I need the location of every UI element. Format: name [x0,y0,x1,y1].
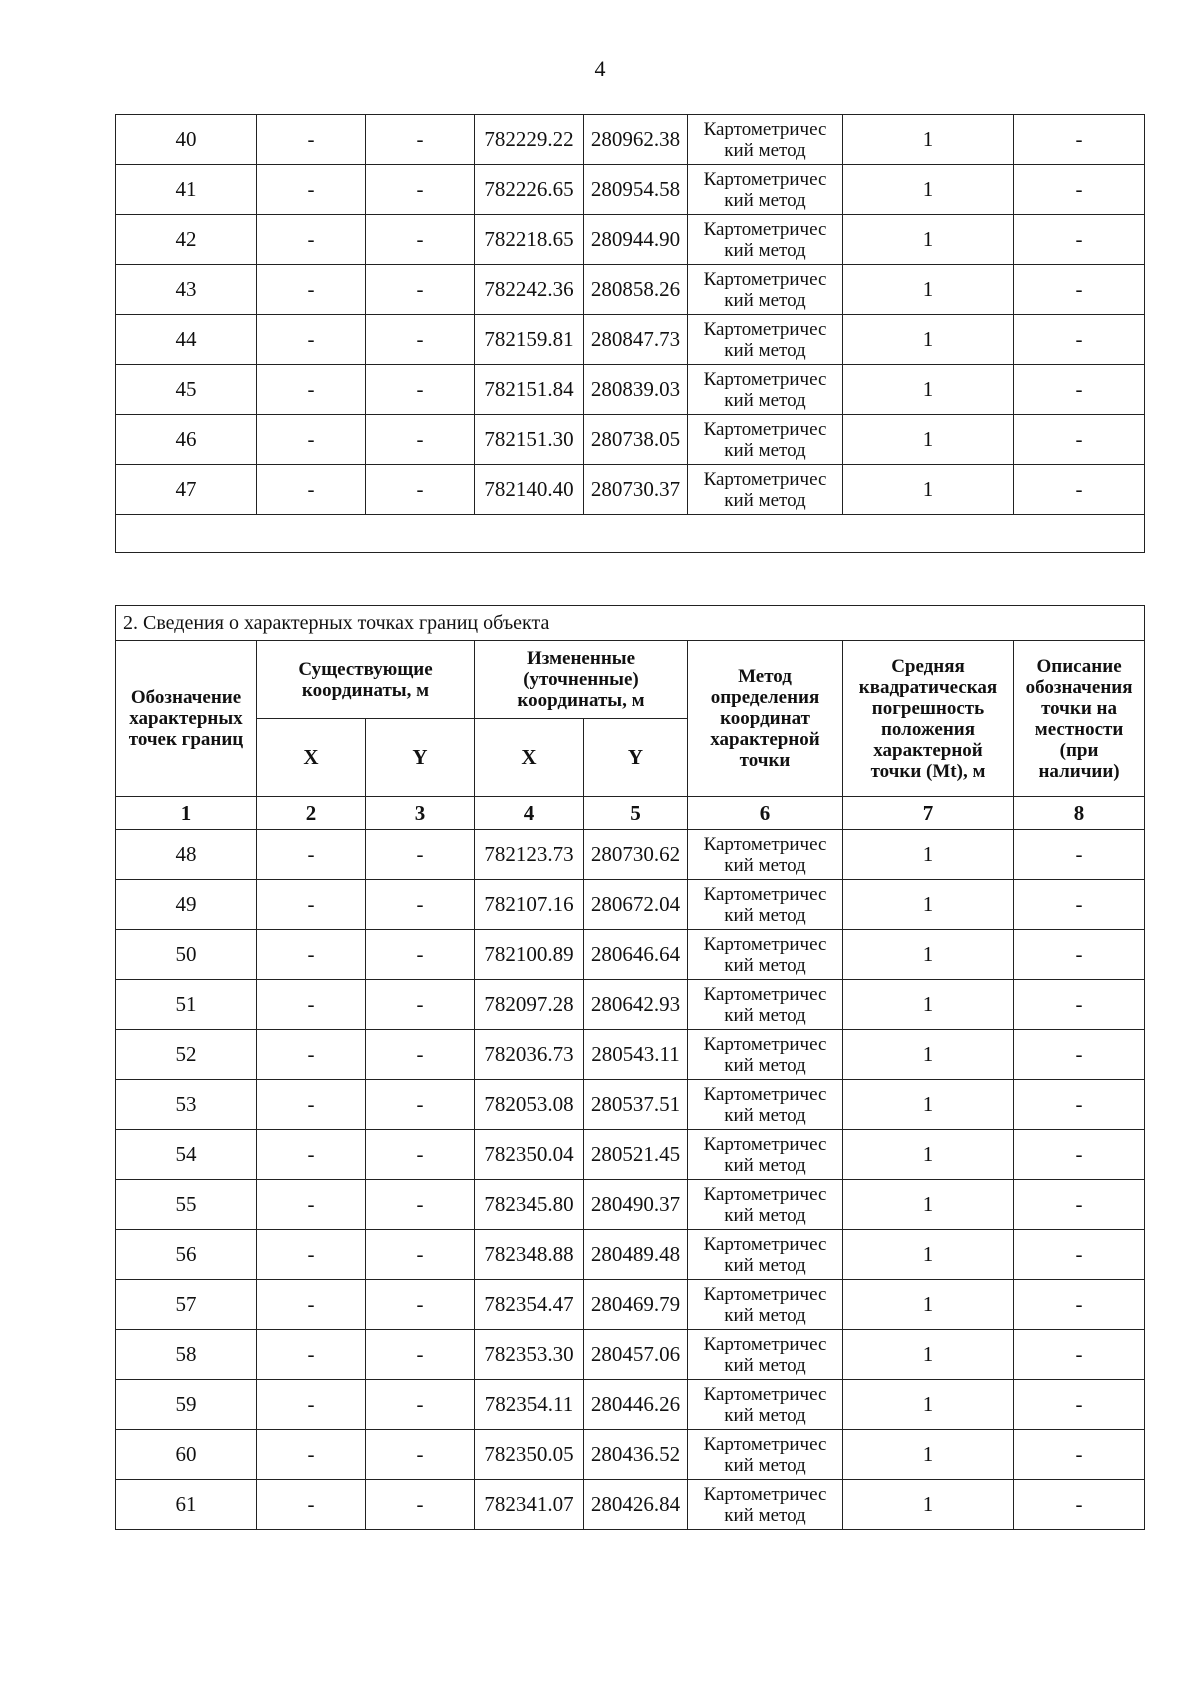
description-cell: - [1014,1480,1145,1530]
method-text-line: Картометричес [703,1333,827,1355]
existing-y-cell: - [366,1430,475,1480]
table-row [116,415,1145,465]
y-coordinate-cell: 280730.37 [584,465,688,515]
x-coordinate-cell: 782229.22 [475,115,584,165]
point-number-cell: 56 [116,1230,257,1280]
existing-y-cell: - [366,1030,475,1080]
point-number-cell: 48 [116,830,257,880]
x-coordinate-cell: 782353.30 [475,1330,584,1380]
x-coordinate-cell: 782354.47 [475,1280,584,1330]
table-row [116,215,1145,265]
method-cell [688,1280,843,1330]
header-description [1014,641,1145,797]
point-number-cell: 58 [116,1330,257,1380]
header-line: Описание [1036,655,1122,677]
existing-x-cell: - [257,1080,366,1130]
y-coordinate-cell: 280537.51 [584,1080,688,1130]
method-text-line: Картометричес [703,1283,827,1305]
empty-cell [116,515,1145,553]
y-coordinate-cell: 280642.93 [584,980,688,1030]
column-number: 2 [257,797,366,830]
method-text-line: Картометричес [703,1433,827,1455]
method-cell [688,115,843,165]
accuracy-cell: 1 [843,980,1014,1030]
accuracy-cell: 1 [843,1330,1014,1380]
page-number: 4 [594,56,606,81]
header-line: наличии) [1038,760,1120,782]
method-text-line: Картометричес [703,933,827,955]
description-cell: - [1014,930,1145,980]
header-line: положения [880,718,976,740]
existing-x-cell: - [257,830,366,880]
accuracy-cell: 1 [843,315,1014,365]
description-cell: - [1014,465,1145,515]
method-text-line: кий метод [724,954,806,976]
method-text-line: кий метод [724,1304,806,1326]
point-number-cell: 46 [116,415,257,465]
method-cell [688,465,843,515]
method-text-line: кий метод [724,439,806,461]
accuracy-cell: 1 [843,1230,1014,1280]
accuracy-cell: 1 [843,1480,1014,1530]
header-line: точки [739,750,791,771]
existing-y-cell: - [366,315,475,365]
method-text-line: Картометричес [703,1483,827,1505]
point-number-cell: 41 [116,165,257,215]
existing-y-cell: - [366,1480,475,1530]
method-text-line: кий метод [724,1354,806,1376]
existing-y-cell: - [366,1130,475,1180]
header-line: Существующие [298,658,433,680]
accuracy-cell: 1 [843,830,1014,880]
existing-x-cell: - [257,880,366,930]
method-text-line: Картометричес [703,1383,827,1405]
existing-x-cell: - [257,415,366,465]
x-coordinate-cell: 782350.05 [475,1430,584,1480]
existing-y-cell: - [366,880,475,930]
header-line: координат [720,708,810,729]
header-line: характерной [873,739,983,761]
x-coordinate-cell: 782151.30 [475,415,584,465]
header-line: координаты, м [517,690,645,711]
table-row [116,1480,1145,1530]
accuracy-cell: 1 [843,1130,1014,1180]
column-number: 8 [1014,797,1145,830]
method-cell [688,215,843,265]
header-line: характерных [129,708,243,729]
description-cell: - [1014,830,1145,880]
existing-x-cell: - [257,215,366,265]
y-coordinate-cell: 280944.90 [584,215,688,265]
header-line: определения [710,687,820,708]
point-number-cell: 40 [116,115,257,165]
description-cell: - [1014,1230,1145,1280]
existing-y-cell: - [366,980,475,1030]
method-text-line: кий метод [724,854,806,876]
point-number-cell: 61 [116,1480,257,1530]
header-line: точек границ [128,729,244,750]
method-text-line: кий метод [724,289,806,311]
method-cell [688,315,843,365]
method-cell [688,930,843,980]
existing-x-cell: - [257,115,366,165]
x-coordinate-cell: 782036.73 [475,1030,584,1080]
existing-x-cell: - [257,465,366,515]
existing-x-cell: - [257,315,366,365]
existing-x-cell: - [257,165,366,215]
accuracy-cell: 1 [843,930,1014,980]
x-coordinate-cell: 782123.73 [475,830,584,880]
description-cell: - [1014,265,1145,315]
header-line: точки (Mt), м [870,760,986,782]
header-line: точки на [1041,697,1117,719]
method-text-line: кий метод [724,1104,806,1126]
header-changed-coordinates [475,641,688,719]
accuracy-cell: 1 [843,365,1014,415]
description-cell: - [1014,215,1145,265]
existing-x-cell: - [257,1030,366,1080]
y-coordinate-cell: 280436.52 [584,1430,688,1480]
description-cell: - [1014,365,1145,415]
header-changed-y: Y [584,719,688,797]
existing-x-cell: - [257,930,366,980]
accuracy-cell: 1 [843,115,1014,165]
point-number-cell: 51 [116,980,257,1030]
y-coordinate-cell: 280457.06 [584,1330,688,1380]
method-text-line: кий метод [724,139,806,161]
header-accuracy [843,641,1014,797]
header-line: квадратическая [858,676,998,698]
table-row [116,1430,1145,1480]
table-row [116,1280,1145,1330]
existing-y-cell: - [366,465,475,515]
description-cell: - [1014,415,1145,465]
point-number-cell: 47 [116,465,257,515]
description-cell: - [1014,1080,1145,1130]
table-row [116,365,1145,415]
method-text-line: кий метод [724,1004,806,1026]
point-number-cell: 43 [116,265,257,315]
existing-x-cell: - [257,1280,366,1330]
method-text-line: Картометричес [703,368,827,390]
description-cell: - [1014,1130,1145,1180]
existing-y-cell: - [366,415,475,465]
existing-y-cell: - [366,830,475,880]
table-row [116,1330,1145,1380]
accuracy-cell: 1 [843,1030,1014,1080]
table-row [116,165,1145,215]
method-cell [688,1380,843,1430]
existing-x-cell: - [257,1230,366,1280]
point-number-cell: 53 [116,1080,257,1130]
accuracy-cell: 1 [843,1280,1014,1330]
description-cell: - [1014,980,1145,1030]
method-cell [688,1330,843,1380]
method-cell [688,880,843,930]
existing-y-cell: - [366,1280,475,1330]
table-row [116,980,1145,1030]
description-cell: - [1014,1280,1145,1330]
boundary-points-table [115,605,1145,1530]
existing-x-cell: - [257,980,366,1030]
header-existing-coordinates [257,641,475,719]
method-cell [688,1030,843,1080]
header-existing-x: X [257,719,366,797]
x-coordinate-cell: 782341.07 [475,1480,584,1530]
x-coordinate-cell: 782151.84 [475,365,584,415]
x-coordinate-cell: 782140.40 [475,465,584,515]
method-text-line: кий метод [724,904,806,926]
point-number-cell: 60 [116,1430,257,1480]
header-line: (уточненные) [523,669,639,690]
table-row [116,115,1145,165]
method-text-line: кий метод [724,239,806,261]
column-number: 1 [116,797,257,830]
column-number: 4 [475,797,584,830]
point-number-cell: 49 [116,880,257,930]
existing-y-cell: - [366,115,475,165]
method-text-line: Картометричес [703,418,827,440]
table-row [116,830,1145,880]
method-text-line: кий метод [724,1204,806,1226]
point-number-cell: 42 [116,215,257,265]
description-cell: - [1014,165,1145,215]
table-row [116,880,1145,930]
y-coordinate-cell: 280672.04 [584,880,688,930]
existing-x-cell: - [257,265,366,315]
method-text-line: кий метод [724,1454,806,1476]
existing-x-cell: - [257,1430,366,1480]
point-number-cell: 59 [116,1380,257,1430]
accuracy-cell: 1 [843,465,1014,515]
point-number-cell: 54 [116,1130,257,1180]
description-cell: - [1014,1380,1145,1430]
x-coordinate-cell: 782226.65 [475,165,584,215]
existing-y-cell: - [366,930,475,980]
y-coordinate-cell: 280839.03 [584,365,688,415]
table-row [116,265,1145,315]
table-row [116,1230,1145,1280]
x-coordinate-cell: 782354.11 [475,1380,584,1430]
y-coordinate-cell: 280543.11 [584,1030,688,1080]
x-coordinate-cell: 782100.89 [475,930,584,980]
y-coordinate-cell: 280738.05 [584,415,688,465]
existing-y-cell: - [366,265,475,315]
header-method [688,641,843,797]
existing-y-cell: - [366,365,475,415]
table-row [116,1180,1145,1230]
point-number-cell: 52 [116,1030,257,1080]
x-coordinate-cell: 782053.08 [475,1080,584,1130]
method-text-line: кий метод [724,189,806,211]
point-number-cell: 50 [116,930,257,980]
y-coordinate-cell: 280847.73 [584,315,688,365]
table-row [116,1080,1145,1130]
table-caption: 2. Сведения о характерных точках границ объекта [116,606,1145,641]
method-text-line: Картометричес [703,983,827,1005]
method-text-line: Картометричес [703,833,827,855]
column-number: 7 [843,797,1014,830]
y-coordinate-cell: 280446.26 [584,1380,688,1430]
x-coordinate-cell: 782350.04 [475,1130,584,1180]
description-cell: - [1014,1030,1145,1080]
point-number-cell: 44 [116,315,257,365]
header-line: координаты, м [301,679,430,701]
method-cell [688,165,843,215]
method-text-line: Картометричес [703,218,827,240]
column-number: 6 [688,797,843,830]
method-cell [688,1180,843,1230]
coordinates-table-continued [115,114,1145,553]
existing-y-cell: - [366,1230,475,1280]
method-text-line: Картометричес [703,118,827,140]
accuracy-cell: 1 [843,265,1014,315]
y-coordinate-cell: 280962.38 [584,115,688,165]
method-text-line: Картометричес [703,268,827,290]
header-line: Метод [738,666,792,687]
x-coordinate-cell: 782348.88 [475,1230,584,1280]
header-line: Обозначение [130,687,242,708]
method-text-line: кий метод [724,339,806,361]
method-text-line: кий метод [724,1504,806,1526]
x-coordinate-cell: 782242.36 [475,265,584,315]
x-coordinate-cell: 782218.65 [475,215,584,265]
method-cell [688,1130,843,1180]
method-cell [688,1080,843,1130]
description-cell: - [1014,880,1145,930]
x-coordinate-cell: 782159.81 [475,315,584,365]
accuracy-cell: 1 [843,415,1014,465]
x-coordinate-cell: 782345.80 [475,1180,584,1230]
table-row [116,465,1145,515]
existing-y-cell: - [366,215,475,265]
x-coordinate-cell: 782097.28 [475,980,584,1030]
y-coordinate-cell: 280954.58 [584,165,688,215]
method-cell [688,365,843,415]
table-row [116,315,1145,365]
method-text-line: Картометричес [703,1133,827,1155]
method-cell [688,830,843,880]
header-line: характерной [710,729,820,750]
existing-x-cell: - [257,1130,366,1180]
method-cell [688,265,843,315]
method-cell [688,1230,843,1280]
y-coordinate-cell: 280730.62 [584,830,688,880]
description-cell: - [1014,1330,1145,1380]
y-coordinate-cell: 280521.45 [584,1130,688,1180]
accuracy-cell: 1 [843,1430,1014,1480]
header-existing-y: Y [366,719,475,797]
existing-x-cell: - [257,365,366,415]
existing-y-cell: - [366,165,475,215]
accuracy-cell: 1 [843,215,1014,265]
method-cell [688,415,843,465]
y-coordinate-cell: 280489.48 [584,1230,688,1280]
method-text-line: Картометричес [703,1183,827,1205]
method-text-line: кий метод [724,1054,806,1076]
y-coordinate-cell: 280490.37 [584,1180,688,1230]
description-cell: - [1014,315,1145,365]
y-coordinate-cell: 280426.84 [584,1480,688,1530]
existing-y-cell: - [366,1080,475,1130]
column-number: 5 [584,797,688,830]
column-number: 3 [366,797,475,830]
method-text-line: Картометричес [703,168,827,190]
method-text-line: кий метод [724,389,806,411]
method-text-line: кий метод [724,1254,806,1276]
method-text-line: кий метод [724,489,806,511]
point-number-cell: 57 [116,1280,257,1330]
method-text-line: кий метод [724,1404,806,1426]
description-cell: - [1014,1180,1145,1230]
method-text-line: Картометричес [703,468,827,490]
method-cell [688,980,843,1030]
accuracy-cell: 1 [843,1380,1014,1430]
header-line: Измененные [526,648,636,669]
table-row [116,930,1145,980]
header-line: погрешность [871,697,985,719]
header-line: местности [1034,718,1124,740]
y-coordinate-cell: 280858.26 [584,265,688,315]
existing-x-cell: - [257,1330,366,1380]
method-text-line: Картометричес [703,1233,827,1255]
header-line: обозначения [1025,676,1133,698]
header-designation [116,641,257,797]
table-row [116,1130,1145,1180]
column-number-row [116,797,1145,830]
point-number-cell: 45 [116,365,257,415]
y-coordinate-cell: 280646.64 [584,930,688,980]
existing-x-cell: - [257,1180,366,1230]
accuracy-cell: 1 [843,165,1014,215]
header-line: Средняя [891,655,965,677]
empty-row [116,515,1145,553]
accuracy-cell: 1 [843,1080,1014,1130]
method-text-line: кий метод [724,1154,806,1176]
method-text-line: Картометричес [703,1083,827,1105]
method-cell [688,1430,843,1480]
existing-y-cell: - [366,1180,475,1230]
accuracy-cell: 1 [843,880,1014,930]
header-changed-x: X [475,719,584,797]
table-row [116,1030,1145,1080]
x-coordinate-cell: 782107.16 [475,880,584,930]
accuracy-cell: 1 [843,1180,1014,1230]
existing-x-cell: - [257,1480,366,1530]
method-cell [688,1480,843,1530]
method-text-line: Картометричес [703,318,827,340]
y-coordinate-cell: 280469.79 [584,1280,688,1330]
description-cell: - [1014,1430,1145,1480]
description-cell: - [1014,115,1145,165]
method-text-line: Картометричес [703,1033,827,1055]
point-number-cell: 55 [116,1180,257,1230]
existing-y-cell: - [366,1380,475,1430]
header-line: (при [1059,739,1099,761]
table-row [116,1380,1145,1430]
method-text-line: Картометричес [703,883,827,905]
existing-x-cell: - [257,1380,366,1430]
existing-y-cell: - [366,1330,475,1380]
